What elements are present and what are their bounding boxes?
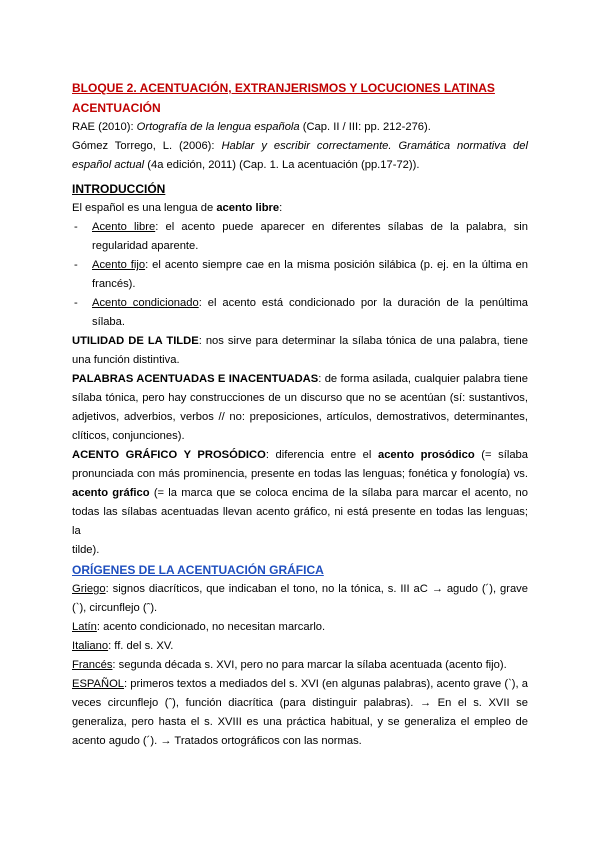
- reference-gomez-line1: Gómez Torrego, L. (2006): Hablar y escribir correctamente. Gramática normativa del: [72, 140, 528, 152]
- reference-rae: RAE (2010): Ortografía de la lengua española (Cap. II / III: pp. 212-276).: [72, 121, 431, 133]
- origen-espanol-line3: generaliza, pero hasta el s. XVIII es una práctica habitual, y se generaliza el empleo de: [72, 716, 528, 728]
- list-item-acento-libre: - Acento libre: el acento puede aparecer en diferentes sílabas de la palabra, sin: [74, 221, 528, 233]
- palabras-acentuadas-line1: PALABRAS ACENTUADAS E INACENTUADAS: de forma asilada, cualquier palabra tiene: [72, 373, 529, 385]
- origen-frances: Francés: segunda década s. XVI, pero no para marcar la sílaba acentuada (acento fijo).: [72, 659, 507, 671]
- list-item-acento-libre-cont: regularidad aparente.: [92, 240, 199, 252]
- palabras-acentuadas-line3: adjetivos, adverbios, verbos // no: preposiciones, artículos, demostrativos, determinantes,: [72, 411, 528, 423]
- list-item-acento-condicionado-cont: sílaba.: [92, 316, 125, 328]
- origen-espanol-line4: acento agudo (´). → Tratados ortográficos con las normas.: [72, 735, 362, 747]
- origen-italiano: Italiano: ff. del s. XV.: [72, 640, 174, 652]
- intro-lead: El español es una lengua de acento libre:: [72, 202, 283, 214]
- origen-espanol-line2: veces circunflejo (ˆ), función diacrítica (para distinguir palabras). → En el s. XVII se: [72, 697, 528, 709]
- list-item-acento-condicionado: - Acento condicionado: el acento está condicionado por la duración de la penúltima: [74, 297, 528, 309]
- utilidad-tilde-line1: UTILIDAD DE LA TILDE: nos sirve para determinar la sílaba tónica de una palabra, tiene: [72, 335, 528, 347]
- origen-griego-line2: (`), circunflejo (ˆ).: [72, 602, 158, 614]
- list-item-acento-fijo: - Acento fijo: el acento siempre cae en la misma posición silábica (p. ej. en la última en: [74, 259, 528, 271]
- reference-gomez-line2: español actual (4a edición, 2011) (Cap. 1. La acentuación (pp.17-72)).: [72, 159, 420, 171]
- origen-griego-line1: Griego: signos diacríticos, que indicaban el tono, no la tónica, s. III aC → agudo (´), grave: [72, 583, 528, 595]
- list-item-acento-fijo-cont: francés).: [92, 278, 136, 290]
- origen-espanol-line1: ESPAÑOL: primeros textos a mediados del s. XVI (en algunas palabras), acento grave (`), a: [72, 678, 528, 690]
- palabras-acentuadas-line2: sílaba tónica, pero hay construcciones de un discurso que no se acentúan (sí: sustantivos,: [72, 392, 528, 404]
- palabras-acentuadas-line4: clíticos, conjunciones).: [72, 430, 185, 442]
- acento-grafico-line3: acento gráfico (= la marca que se coloca encima de la sílaba para marcar el acento, no: [72, 487, 528, 499]
- document-title: BLOQUE 2. ACENTUACIÓN, EXTRANJERISMOS Y LOCUCIONES LATINAS: [72, 81, 495, 95]
- acento-grafico-line4: todas las sílabas acentuadas llevan acento gráfico, ni está presente en todas las lenguas; la: [72, 506, 528, 537]
- utilidad-tilde-line2: una función distintiva.: [72, 354, 180, 366]
- origen-latin: Latín: acento condicionado, no necesitan marcarlo.: [72, 621, 326, 633]
- section-subtitle: ACENTUACIÓN: [72, 101, 161, 115]
- acento-grafico-line1: ACENTO GRÁFICO Y PROSÓDICO: diferencia entre el acento prosódico (= sílaba: [72, 449, 528, 461]
- document-page: [72, 78, 528, 751]
- acento-grafico-line2: pronunciada con más prominencia, presente en todas las lenguas; fonética y fonología) vs.: [72, 468, 528, 480]
- acento-grafico-line5: tilde).: [72, 544, 100, 556]
- heading-introduccion: INTRODUCCIÓN: [72, 182, 166, 196]
- heading-origenes: ORÍGENES DE LA ACENTUACIÓN GRÁFICA: [72, 563, 324, 577]
